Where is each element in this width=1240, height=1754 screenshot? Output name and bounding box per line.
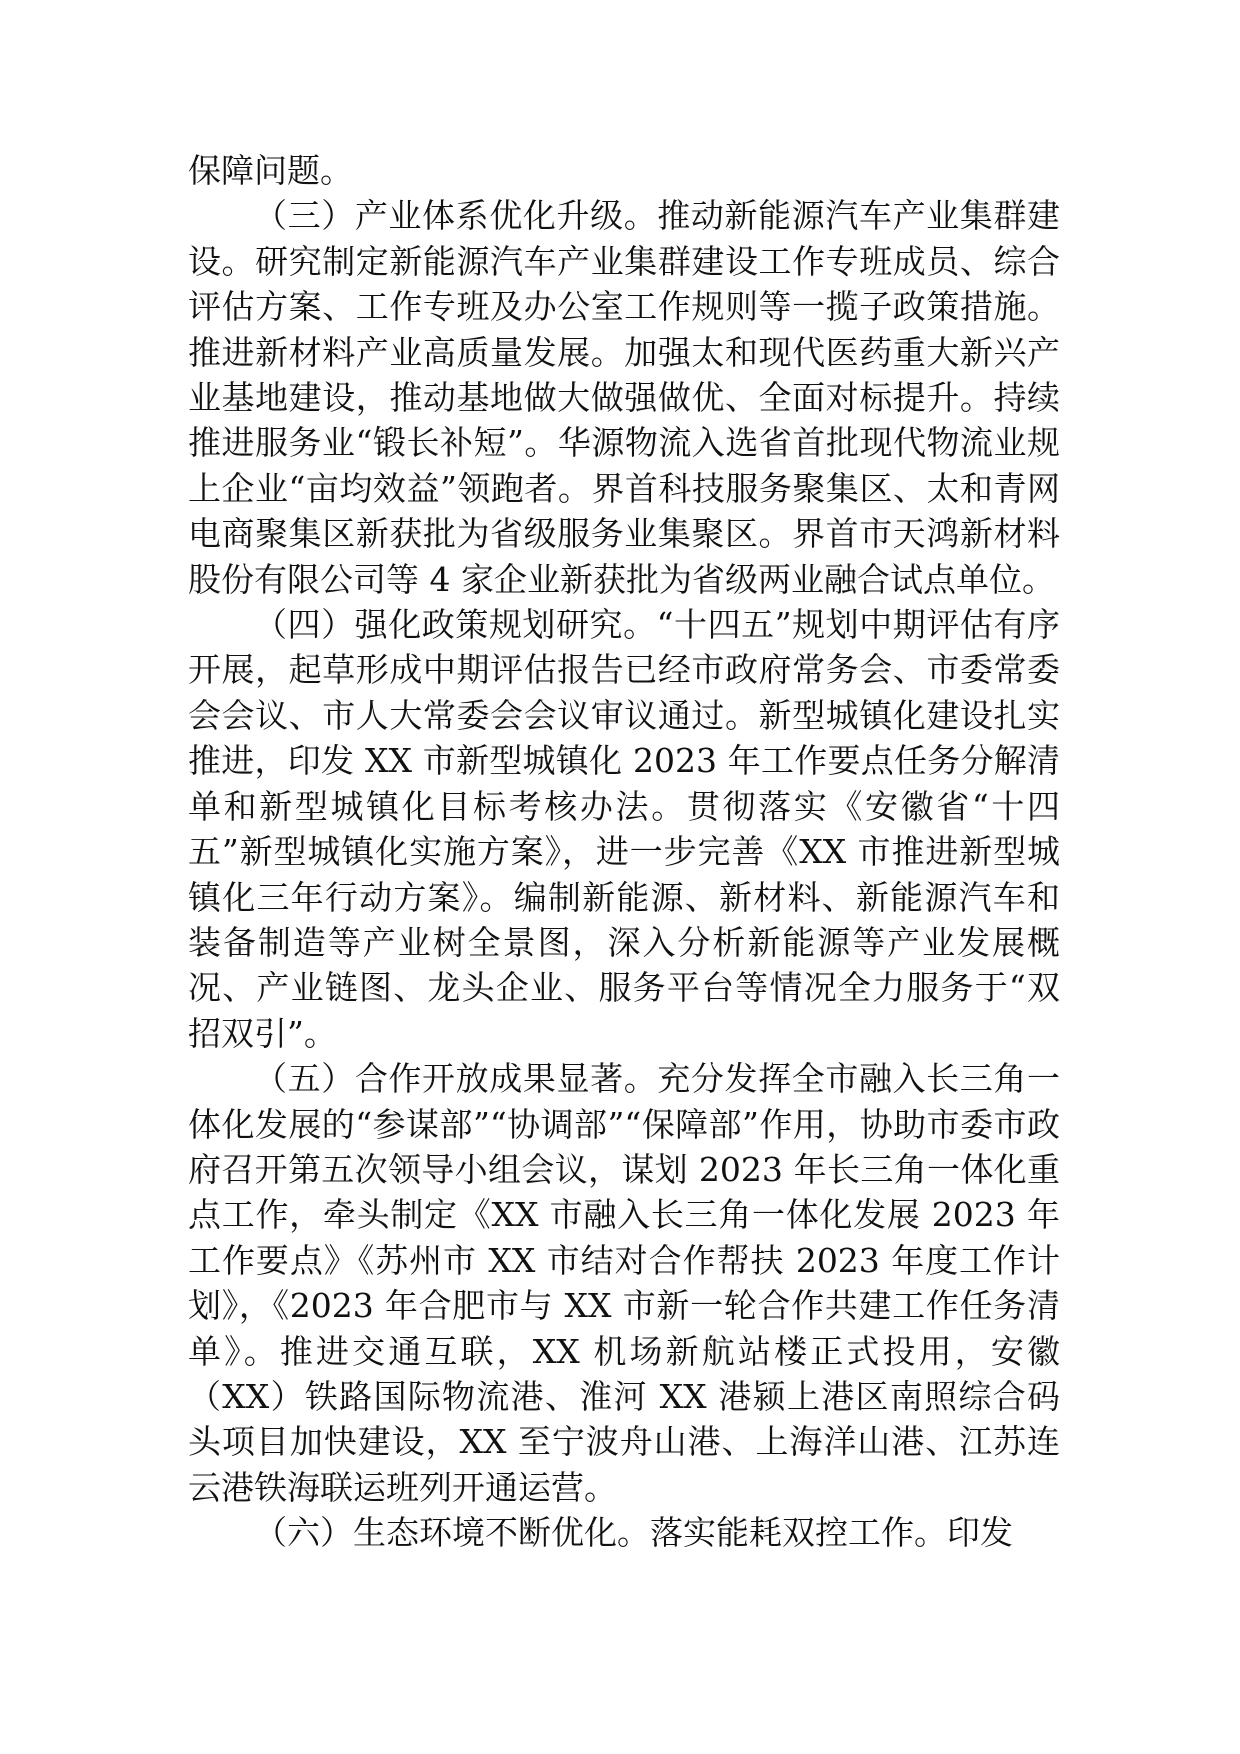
paragraph-cooperation-opening: （五）合作开放成果显著。充分发挥全市融入长三角一体化发展的“参谋部”“协调部”“保障部”作用，协助市委市政府召开第五次领导小组会议，谋划 2023 年长三角一体化重点工作，牵头制定《XX 市融入长三角一体化发展 2023 年工作要点》《苏州市 XX 市结对合作帮扶 2023 年度工作计划》，《2023 年合肥市与 XX 市新一轮合作共建工作任务清单》。推进交通互联，XX 机场新航站楼正式投用，安徽（XX）铁路国际物流港、淮河 XX 港颍上港区南照综合码头项目加快建设，XX 至宁波舟山港、上海洋山港、江苏连云港铁海联运班列开通运营。 bbox=[188, 1059, 1060, 1507]
paragraph-industry-upgrade: （三）产业体系优化升级。推动新能源汽车产业集群建设。研究制定新能源汽车产业集群建设工作专班成员、综合评估方案、工作专班及办公室工作规则等一揽子政策措施。推进新材料产业高质量发展。加强太和现代医药重大新兴产业基地建设，推动基地做大做强做优、全面对标提升。持续推进服务业“锻长补短”。华源物流入选省首批现代物流业规上企业“亩均效益”领跑者。界首科技服务聚集区、太和青网电商聚集区新获批为省级服务业集聚区。界首市天鸿新材料股份有限公司等 4 家企业新获批为省级两业融合试点单位。 bbox=[188, 196, 1060, 599]
paragraph-continuation: 保障问题。 bbox=[188, 151, 353, 190]
paragraph-policy-planning: （四）强化政策规划研究。“十四五”规划中期评估有序开展，起草形成中期评估报告已经市政府常务会、市委常委会会议、市人大常委会会议审议通过。新型城镇化建设扎实推进，印发 XX 市新型城镇化 2023 年工作要点任务分解清单和新型城镇化目标考核办法。贯彻落实《安徽省“十四五”新型城镇化实施方案》，进一步完善《XX 市推进新型城镇化三年行动方案》。编制新能源、新材料、新能源汽车和装备制造等产业树全景图，深入分析新能源等产业发展概况、产业链图、龙头企业、服务平台等情况全力服务于“双招双引”。 bbox=[188, 605, 1060, 1053]
paragraph-ecology: （六）生态环境不断优化。落实能耗双控工作。印发 bbox=[254, 1513, 1013, 1553]
document-body bbox=[188, 148, 1060, 1556]
